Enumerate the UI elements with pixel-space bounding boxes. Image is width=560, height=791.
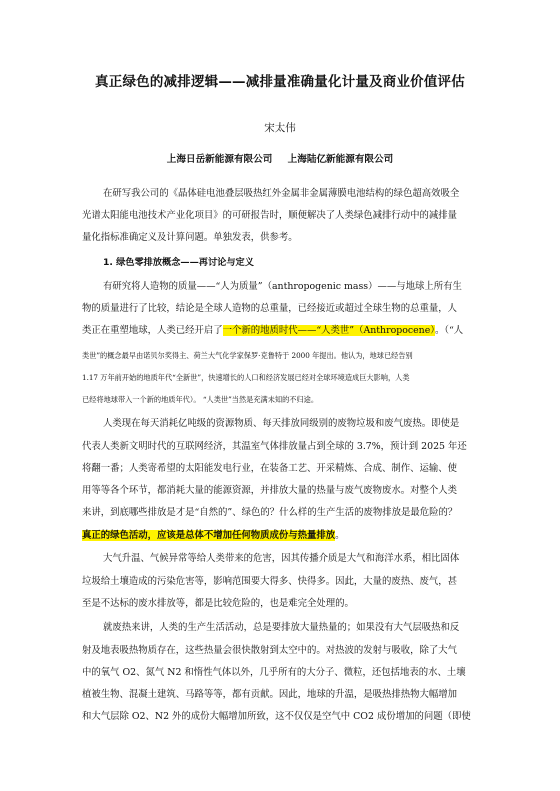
p3-line-3: 至是不达标的废水排放等，都是比较危险的，也是难完全处理的。 bbox=[82, 598, 354, 609]
p1-line-3-start: 类正在重塑地球，人类已经开启了 bbox=[82, 325, 223, 336]
p4-line-3: 中的氧气 O2、氮气 N2 和惰性气体以外，几乎所有的大分子、微粒，还包括地表的水、土壤 bbox=[82, 667, 466, 678]
p1-line-6 bbox=[82, 394, 318, 406]
p1-line-1: 有研究将人造物的质量——“人为质量”（anthropogenic mass）——与地球上所有生 bbox=[103, 281, 462, 292]
p2-line-3: 将翻一番；人类寄希望的太阳能发电行业，在装备工艺、开采精炼、合成、制作、运输、使 bbox=[82, 463, 458, 474]
affiliations bbox=[0, 151, 560, 165]
p1-note-line-2: 1.17 万年前开始的地质年代“全新世”，快速增长的人口和经济发展已经对全球环境造成巨大影响，人类 bbox=[82, 373, 410, 382]
p1-line-3-end: 。（“人 bbox=[434, 325, 464, 336]
p1-line-2: 物的质量进行了比较，结论是全球人造物的总重量，已经接近或超过全球生物的总重量，人 bbox=[82, 303, 458, 314]
highlight-statement-line bbox=[82, 530, 345, 542]
section-heading-1: 1. 绿色零排放概念——再讨论与定义 bbox=[103, 257, 254, 268]
affiliation-2: 上海陆亿新能源有限公司 bbox=[287, 154, 394, 165]
affiliation-1: 上海日岳新能源有限公司 bbox=[166, 154, 273, 165]
p4-line-5: 和大气层除 O2、N2 外的成份大幅增加所致，这不仅仅是空气中 CO2 成份增加的问题（即使 bbox=[82, 711, 471, 722]
p1-note-line-3: 已经将地球带入一个新的地质年代）。 “人类世”当然是充满未知的不归途。 bbox=[82, 395, 319, 404]
p4-line-1: 就废热来讲，人类的生产生活活动，总是要排放大量热量的；如果没有大气层吸热和反 bbox=[103, 622, 460, 633]
p2-line-5: 来讲，到底哪些排放是才是“自然的”、绿色的？什么样的生产生活的废物排放是最危险的？ bbox=[82, 507, 458, 518]
p3-line-2: 垃圾给土壤造成的污染危害等，影响范围要大得多、快得多。因此，大量的废热、废气，甚 bbox=[82, 576, 458, 587]
p3-line-1: 大气升温、气候异常等给人类带来的危害，因其传播介质是大气和海洋水系，相比固体 bbox=[103, 553, 460, 564]
author-name: 宋太伟 bbox=[264, 122, 296, 134]
p2-line-4: 用等等各个环节，都消耗大量的能源资源，并排放大量的热量与废气废物废水。对整个人类 bbox=[82, 485, 458, 496]
p1-line-3 bbox=[82, 325, 463, 337]
intro-line-2: 光谱太阳能电池技术产业化项目》的可研报告时，顺便解决了人类绿色减排行动中的减排量 bbox=[82, 210, 458, 221]
p1-note-line-1: 类世”的概念最早由诺贝尔奖得主、荷兰大气化学家保罗·克鲁特于 2000 年提出。他认为，地球已经告别 bbox=[82, 351, 413, 360]
highlight-statement: 真正的绿色活动，应该是总体不增加任何物质成份与热量排放 bbox=[82, 530, 336, 541]
p2-line-2: 代表人类新文明时代的互联网经济，其温室气体排放量占到全球的 3.7%，预计到 2025 年还 bbox=[82, 441, 467, 452]
intro-line-3: 量化指标准确定义及计算问题。单独发表，供参考。 bbox=[82, 232, 298, 243]
paper-title: 真正绿色的减排逻辑——减排量准确量化计量及商业价值评估 bbox=[95, 74, 465, 90]
highlight-anthropocene: 一个新的地质时代——“人类世”（Anthropocene） bbox=[222, 325, 435, 336]
intro-line-1: 在研写我公司的《晶体硅电池叠层吸热红外金属非金属薄膜电池结构的绿色超高效吸全 bbox=[103, 188, 460, 199]
p2-line-1: 人类现在每天消耗亿吨级的资源物质、每天排放同级别的废物垃圾和废气废热。即使是 bbox=[103, 418, 460, 429]
highlight-period: 。 bbox=[335, 530, 345, 541]
p4-line-4: 植被生物、混凝土建筑、马路等等，都有贡献。因此，地球的升温，是吸热排热物大幅增加 bbox=[82, 689, 458, 700]
p4-line-2: 射及地表吸热物质存在，这些热量会很快散射到太空中的。对热波的发射与吸收，除了大气 bbox=[82, 645, 458, 656]
